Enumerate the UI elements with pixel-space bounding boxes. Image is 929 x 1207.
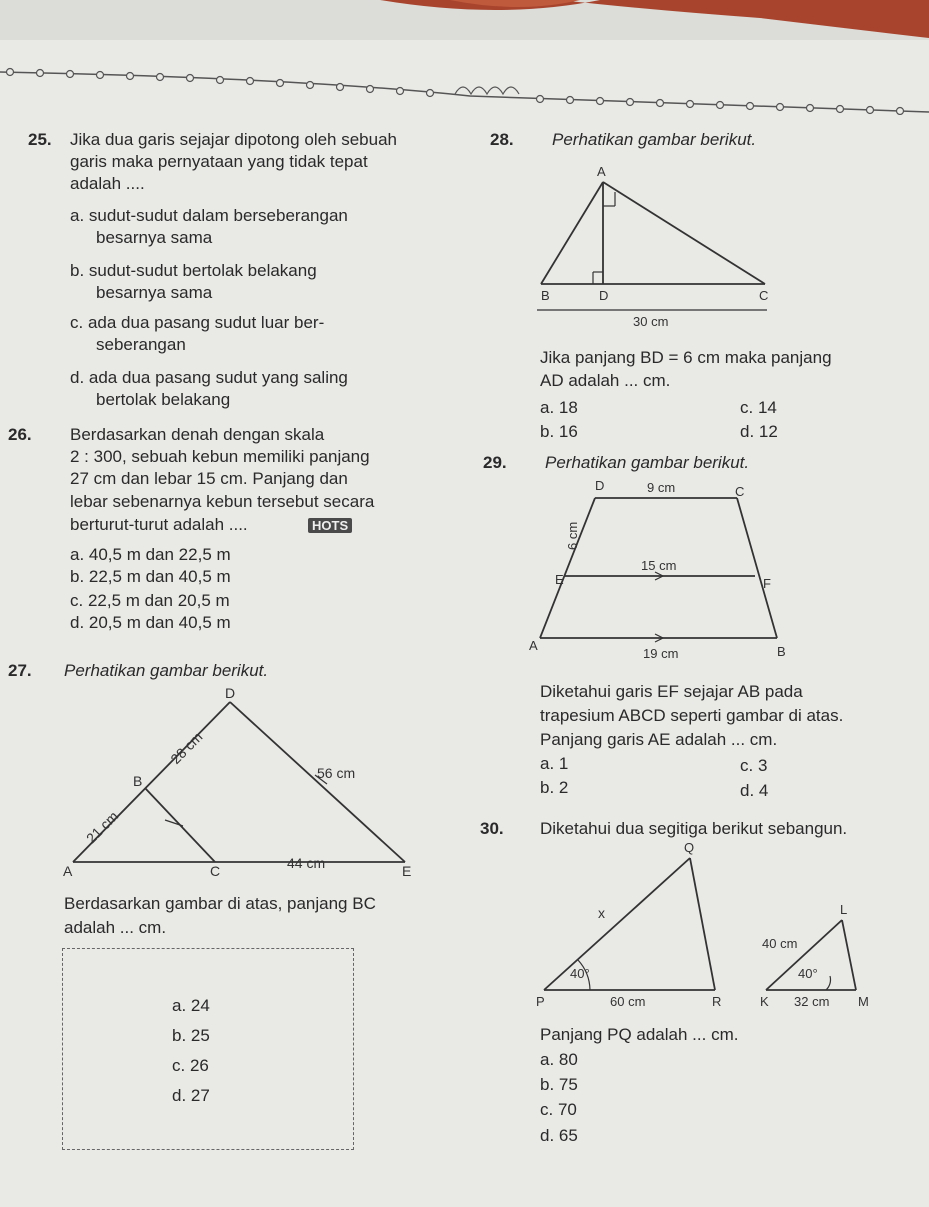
question-number: 25. [28,130,52,149]
label-a: A [63,863,73,879]
label-bd: 28 cm [167,728,206,767]
question-text: Berdasarkan gambar di atas, panjang BC [64,894,376,913]
options-frame [62,948,354,1150]
trapezoid-figure-q29 [525,476,805,666]
label-l: L [840,902,848,917]
parallel-mark [165,820,183,826]
option-a[interactable]: a. 80 [540,1050,578,1069]
option-c[interactable]: c. 26 [172,1056,209,1075]
question-text: lebar sebenarnya kebun tersebut secara [70,492,375,511]
question-text: trapesium ABCD seperti gambar di atas. [540,706,844,725]
similar-triangles-figure-q30 [530,838,880,1018]
label-ef: 15 cm [641,558,677,573]
line-de [230,702,405,862]
label-b: B [541,288,550,303]
option-d[interactable]: d. 12 [740,422,778,441]
option-c[interactable]: c. 3 [740,756,768,775]
label-pr: 60 cm [610,994,646,1009]
question-text: Jika dua garis sejajar dipotong oleh sebuah [70,130,398,149]
question-text: garis maka pernyataan yang tidak tepat [70,152,368,171]
option-a[interactable]: a. 18 [540,398,578,417]
option-a[interactable]: a. sudut-sudut dalam berseberangan [70,206,348,225]
option-d[interactable]: d. 27 [172,1086,210,1105]
label-ce: 44 cm [287,855,326,871]
option-a[interactable]: a. 40,5 m dan 22,5 m [70,545,231,564]
question-text: Panjang garis AE adalah ... cm. [540,730,778,749]
question-text: adalah .... [70,174,145,193]
label-de: 56 cm [317,765,356,781]
angle-arc-m [826,976,831,990]
decorative-header [0,0,929,115]
question-text: Diketahui garis EF sejajar AB pada [540,682,803,701]
label-km: 32 cm [794,994,830,1009]
label-x: x [598,905,605,921]
option-b[interactable]: b. 25 [172,1026,210,1045]
option-d[interactable]: d. 4 [740,781,769,800]
option-a[interactable]: a. 24 [172,996,210,1015]
label-bc: 30 cm [633,314,669,329]
label-ab: 19 cm [643,646,679,661]
question-number: 29. [483,453,507,472]
option-c-cont: seberangan [96,335,186,354]
question-text: Berdasarkan denah dengan skala [70,425,325,444]
question-text: adalah ... cm. [64,918,167,937]
label-dc: 9 cm [647,480,676,495]
option-c[interactable]: c. 22,5 m dan 20,5 m [70,591,230,610]
option-d[interactable]: d. ada dua pasang sudut yang saling [70,368,348,387]
line-cb [737,498,777,638]
label-c: C [759,288,769,303]
question-title: Perhatikan gambar berikut. [64,661,269,680]
option-b[interactable]: b. 22,5 m dan 40,5 m [70,567,231,586]
option-d[interactable]: d. 65 [540,1126,578,1145]
label-de: 6 cm [565,521,580,550]
question-text: AD adalah ... cm. [540,371,671,390]
label-ab: 21 cm [82,807,122,847]
line-ab-slant [541,182,603,284]
label-c: C [735,484,745,499]
triangle-figure-q27 [55,680,435,880]
option-b[interactable]: b. 2 [540,778,569,797]
question-title: Perhatikan gambar berikut. [545,453,750,472]
question-text: 27 cm dan lebar 15 cm. Panjang dan [70,469,348,488]
question-title: Diketahui dua segitiga berikut sebangun. [540,819,848,838]
option-a-cont: besarnya sama [96,228,213,247]
option-d[interactable]: d. 20,5 m dan 40,5 m [70,613,231,632]
label-q: Q [684,840,695,855]
label-b: B [133,773,143,789]
option-a[interactable]: a. 1 [540,754,569,773]
label-a: A [597,164,606,179]
label-c: C [210,863,221,879]
line-pq [544,858,690,990]
option-d-cont: bertolak belakang [96,390,231,409]
label-angle-m: 40° [798,966,818,981]
line-qr [690,858,715,990]
label-f: F [763,576,771,591]
question-title: Perhatikan gambar berikut. [552,130,757,149]
label-angle-p: 40° [570,966,590,981]
question-text: Panjang PQ adalah ... cm. [540,1025,739,1044]
option-b-cont: besarnya sama [96,283,213,302]
question-number: 27. [8,661,32,680]
question-text: 2 : 300, sebuah kebun memiliki panjang [70,447,370,466]
label-m: M [858,994,869,1009]
label-e: E [402,863,412,879]
label-k: K [760,994,769,1009]
label-d: D [595,478,605,493]
label-r: R [712,994,722,1009]
label-p: P [536,994,545,1009]
question-number: 30. [480,819,504,838]
line-da [540,498,595,638]
label-a: A [529,638,538,653]
label-e: E [555,572,564,587]
option-b[interactable]: b. sudut-sudut bertolak belakang [70,261,317,280]
label-d: D [599,288,609,303]
option-c[interactable]: c. 70 [540,1100,577,1119]
option-c[interactable]: c. 14 [740,398,777,417]
question-text: Jika panjang BD = 6 cm maka panjang [540,348,832,367]
line-lm [842,920,856,990]
label-d: D [225,685,236,701]
question-number: 26. [8,425,32,444]
option-b[interactable]: b. 16 [540,422,578,441]
label-kl: 40 cm [762,936,798,951]
hots-badge: HOTS [308,518,352,533]
option-b[interactable]: b. 75 [540,1075,578,1094]
question-number: 28. [490,130,514,149]
question-text: berturut-turut adalah .... [70,515,248,534]
label-b: B [777,644,786,659]
option-c[interactable]: c. ada dua pasang sudut luar ber- [70,313,325,332]
triangle-figure-q28-overlay [535,160,795,340]
